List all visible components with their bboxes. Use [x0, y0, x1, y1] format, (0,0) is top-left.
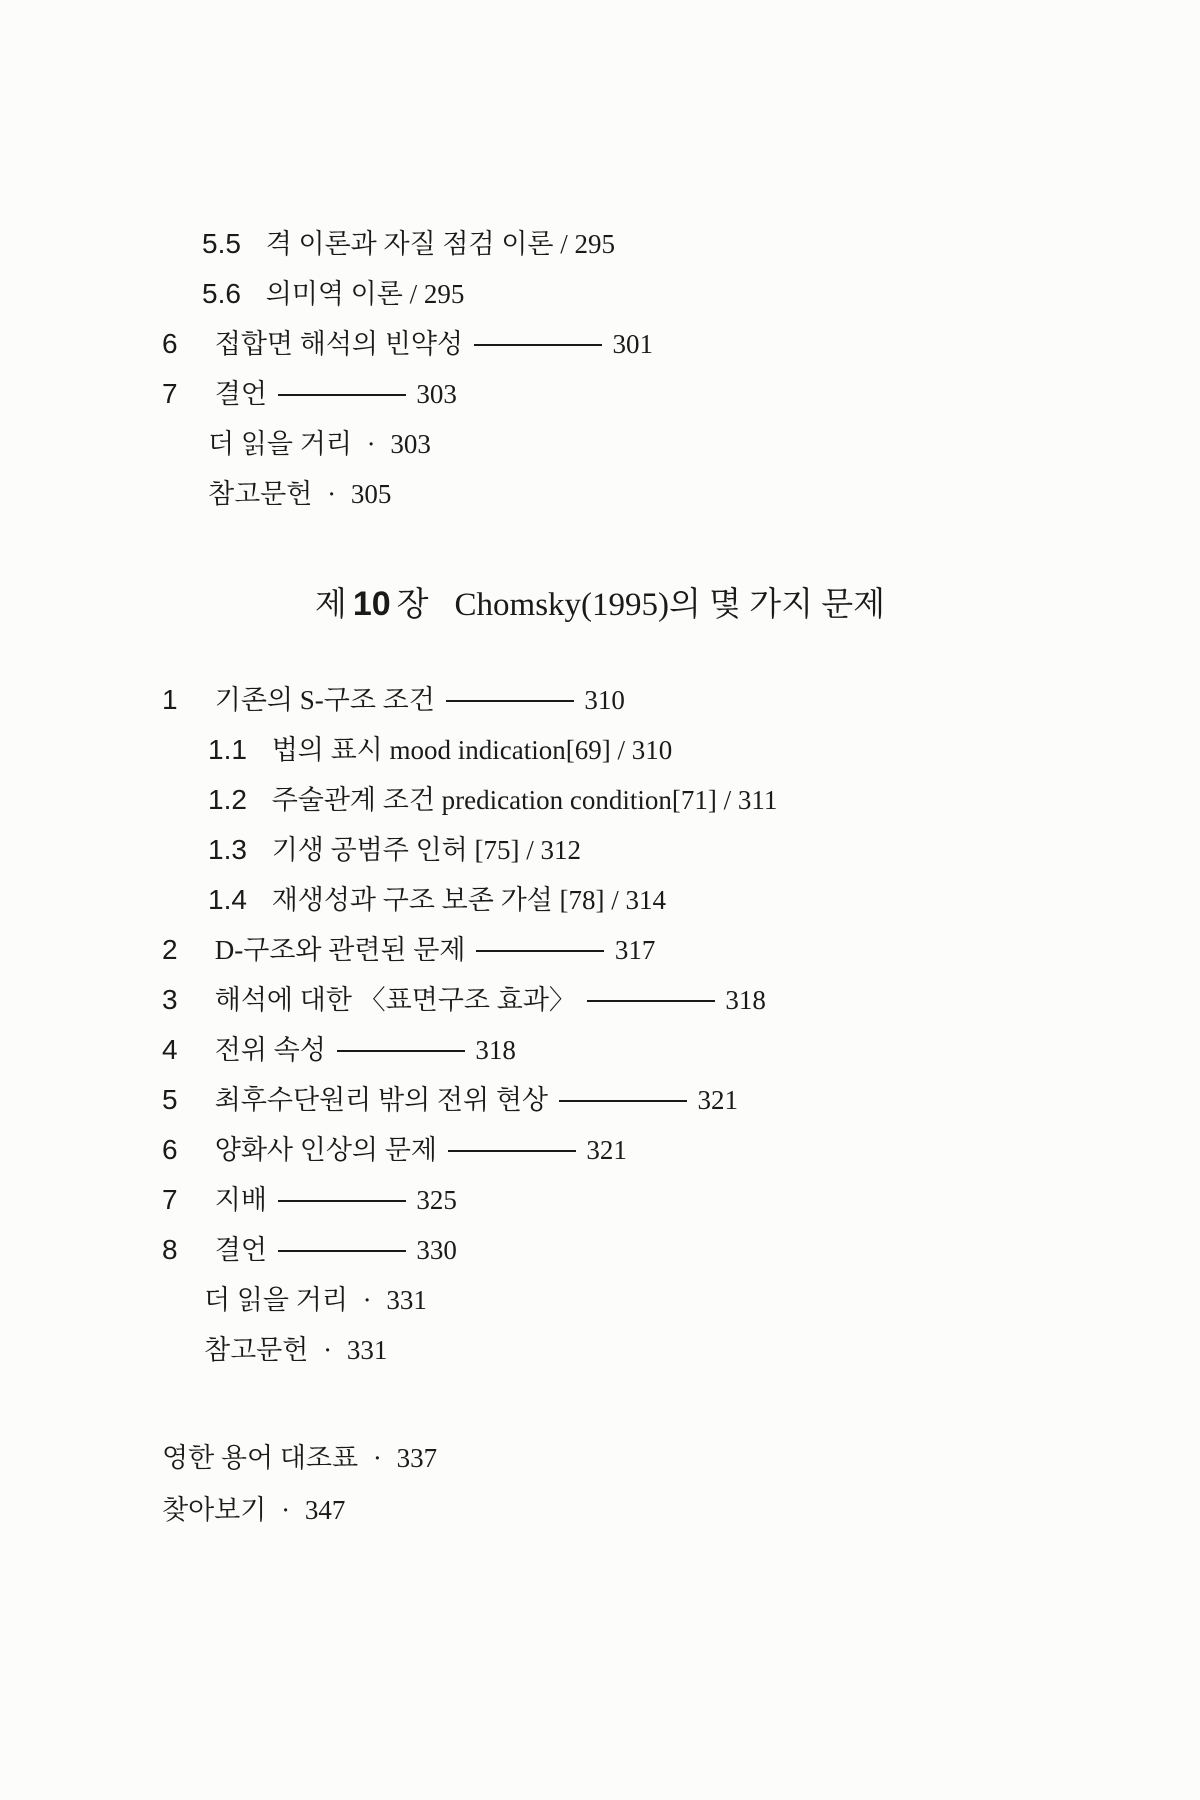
entry-title: 접합면 해석의 빈약성 — [214, 329, 463, 359]
toc-entry-7b — [162, 1182, 457, 1218]
entry-number: 2 — [162, 934, 178, 965]
toc-entry-8 — [162, 1232, 457, 1268]
entry-number: 1.2 — [208, 784, 247, 815]
chapter-title: Chomsky(1995)의 몇 가지 문제 — [454, 587, 886, 623]
entry-number: 5.5 — [202, 228, 241, 259]
further-reading-page: 331 — [386, 1285, 427, 1315]
entry-title: 해석에 대한 〈표면구조 효과〉 — [214, 985, 576, 1015]
entry-number: 7 — [162, 378, 178, 409]
leader-line — [448, 1150, 576, 1152]
entry-number: 7 — [162, 1184, 178, 1215]
further-reading-page: 303 — [390, 429, 431, 459]
entry-page: 303 — [416, 379, 457, 409]
toc-entry-2 — [162, 932, 655, 968]
toc-entry-1 — [162, 682, 625, 718]
toc-entry-1-2: 1.2 주술관계 조건 predication condition[71] / 311 — [208, 782, 777, 818]
entry-page: 318 — [475, 1035, 516, 1065]
references-label: 참고문헌 — [204, 1335, 309, 1365]
entry-number: 1 — [162, 684, 178, 715]
entry-title: 결언 — [214, 379, 267, 409]
glossary-entry: 영한 용어 대조표 · 337 — [162, 1443, 438, 1473]
entry-title: 전위 속성 — [214, 1035, 326, 1065]
leader-line — [337, 1050, 465, 1052]
entry-number: 3 — [162, 984, 178, 1015]
entry-number: 8 — [162, 1234, 178, 1265]
leader-line — [446, 700, 574, 702]
further-reading-label: 더 읽을 거리 — [208, 429, 352, 459]
chapter-number: 10 — [352, 585, 391, 623]
references-entry: 참고문헌 · 331 — [204, 1335, 388, 1365]
entry-title: 법의 표시 mood indication[69] — [271, 735, 611, 765]
entry-page: 330 — [416, 1235, 457, 1265]
entry-title: 의미역 이론 — [265, 279, 403, 309]
entry-page: 317 — [614, 935, 656, 965]
leader-line — [476, 950, 604, 952]
entry-page: 321 — [586, 1135, 627, 1165]
leader-line — [587, 1000, 715, 1002]
entry-title: 격 이론과 자질 점검 이론 — [265, 229, 554, 259]
entry-title: D-구조와 관련된 문제 — [214, 935, 466, 965]
toc-entry-6 — [162, 326, 653, 362]
leader-line — [559, 1100, 687, 1102]
entry-number: 4 — [162, 1034, 178, 1065]
entry-title: 최후수단원리 밖의 전위 현상 — [214, 1085, 548, 1115]
entry-number: 6 — [162, 328, 178, 359]
references-page: 331 — [346, 1335, 388, 1365]
toc-entry-1-1: 1.1 법의 표시 mood indication[69] / 310 — [208, 732, 672, 768]
index-entry: 찾아보기 · 347 — [162, 1495, 346, 1525]
toc-entry-1-4: 1.4 재생성과 구조 보존 가설 [78] / 314 — [208, 882, 666, 918]
entry-number: 1.4 — [208, 884, 247, 915]
entry-page: 314 — [625, 885, 667, 915]
entry-number: 5 — [162, 1084, 178, 1115]
entry-page: 310 — [631, 735, 673, 765]
toc-entry-5-6: 5.6 의미역 이론 / 295 — [202, 276, 464, 312]
toc-entry-7 — [162, 376, 457, 412]
entry-number: 6 — [162, 1134, 178, 1165]
entry-number: 1.1 — [208, 734, 247, 765]
entry-page: 321 — [697, 1085, 738, 1115]
chapter-suffix: 장 — [396, 587, 429, 623]
toc-entry-5 — [162, 1082, 738, 1118]
leader-line — [474, 344, 602, 346]
leader-line — [278, 1250, 406, 1252]
leader-line — [278, 1200, 406, 1202]
toc-entry-4 — [162, 1032, 516, 1068]
entry-page: 325 — [416, 1185, 457, 1215]
toc-entry-1-3: 1.3 기생 공범주 인허 [75] / 312 — [208, 832, 581, 868]
further-reading-entry: 더 읽을 거리 · 303 — [208, 429, 431, 459]
entry-page: 295 — [423, 279, 465, 309]
references-entry: 참고문헌 · 305 — [208, 479, 392, 509]
chapter-prefix: 제 — [314, 587, 347, 623]
entry-page: 310 — [584, 685, 625, 715]
chapter-heading — [0, 582, 1200, 627]
glossary-page: 337 — [396, 1443, 438, 1473]
entry-page: 311 — [737, 785, 778, 815]
entry-page: 301 — [612, 329, 653, 359]
toc-entry-6b — [162, 1132, 627, 1168]
references-page: 305 — [350, 479, 392, 509]
entry-title: 기존의 S-구조 조건 — [214, 685, 435, 715]
entry-title: 양화사 인상의 문제 — [214, 1135, 437, 1165]
toc-entry-5-5: 5.5 격 이론과 자질 점검 이론 / 295 — [202, 226, 615, 262]
glossary-label: 영한 용어 대조표 — [162, 1443, 359, 1473]
entry-title: 기생 공범주 인허 [75] — [271, 835, 520, 865]
entry-page: 318 — [725, 985, 766, 1015]
index-label: 찾아보기 — [162, 1495, 267, 1525]
toc-entry-3 — [162, 982, 766, 1018]
index-page: 347 — [304, 1495, 346, 1525]
leader-line — [278, 394, 406, 396]
further-reading-label: 더 읽을 거리 — [204, 1285, 348, 1315]
references-label: 참고문헌 — [208, 479, 313, 509]
entry-title: 지배 — [214, 1185, 267, 1215]
entry-number: 1.3 — [208, 834, 247, 865]
entry-title: 결언 — [214, 1235, 267, 1265]
entry-page: 312 — [540, 835, 582, 865]
entry-title: 주술관계 조건 predication condition[71] — [271, 785, 717, 815]
entry-page: 295 — [574, 229, 616, 259]
entry-title: 재생성과 구조 보존 가설 [78] — [271, 885, 605, 915]
entry-number: 5.6 — [202, 278, 241, 309]
further-reading-entry: 더 읽을 거리 · 331 — [204, 1285, 427, 1315]
